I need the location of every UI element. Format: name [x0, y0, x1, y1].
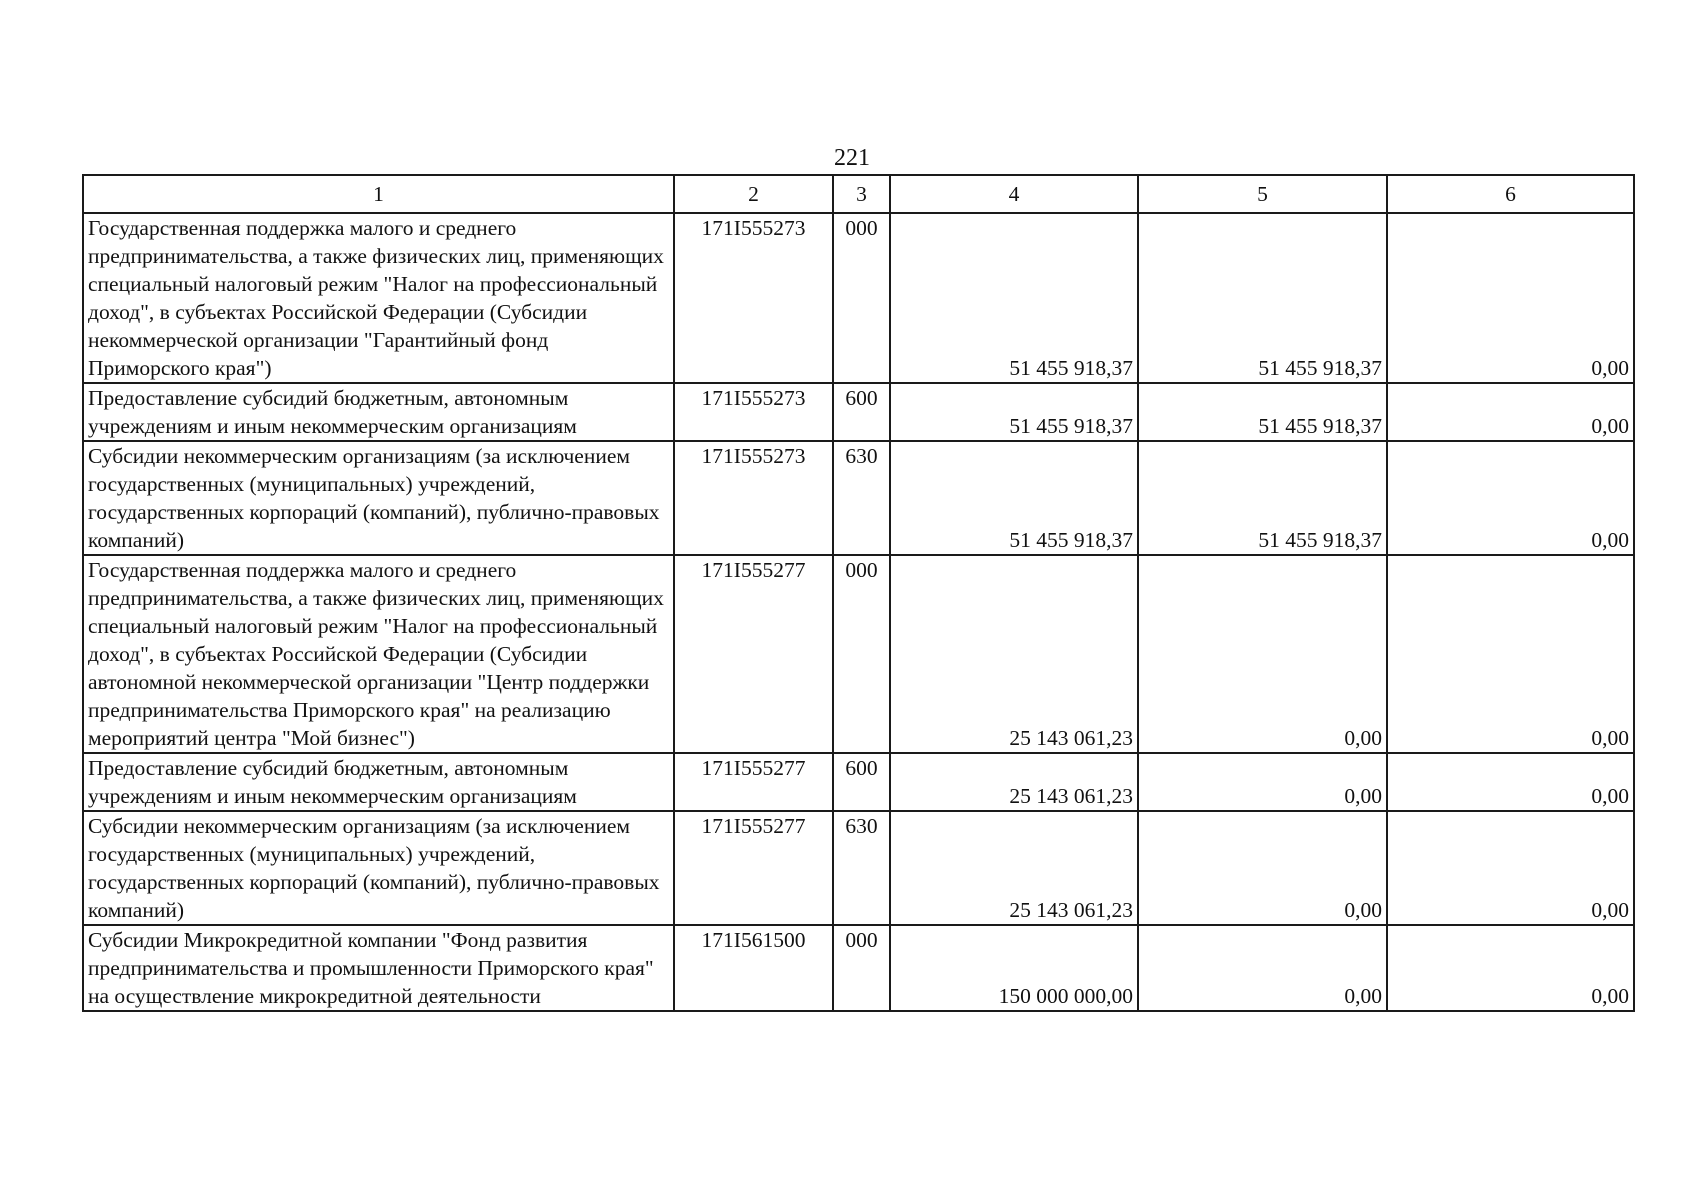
row-description: Государственная поддержка малого и среднего предпринимательства, а также физических лиц, применяющих специальный налоговый режим "Налог на профессиональный доход", в субъектах Российской Федерации (Субсидии автономной некоммерческой организации "Центр поддержки предпринимательства Приморского края" на реализацию мероприятий центра "Мой бизнес") — [83, 555, 674, 753]
row-amount-col4: 150 000 000,00 — [890, 925, 1138, 1011]
row-target-code: 171I555273 — [674, 441, 833, 555]
row-expense-type: 000 — [833, 213, 890, 383]
row-amount-col5: 0,00 — [1138, 811, 1387, 925]
row-description: Субсидии некоммерческим организациям (за исключением государственных (муниципальных) учреждений, государственных корпораций (компаний), публично-правовых компаний) — [83, 441, 674, 555]
row-target-code: 171I555277 — [674, 753, 833, 811]
row-expense-type: 630 — [833, 811, 890, 925]
row-amount-col6: 0,00 — [1387, 925, 1634, 1011]
table-row — [83, 753, 1634, 811]
row-target-code: 171I561500 — [674, 925, 833, 1011]
row-target-code: 171I555273 — [674, 213, 833, 383]
row-description: Государственная поддержка малого и среднего предпринимательства, а также физических лиц, применяющих специальный налоговый режим "Налог на профессиональный доход", в субъектах Российской Федерации (Субсидии некоммерческой организации "Гарантийный фонд Приморского края") — [83, 213, 674, 383]
row-amount-col5: 0,00 — [1138, 555, 1387, 753]
table-row — [83, 925, 1634, 1011]
row-description: Предоставление субсидий бюджетным, автономным учреждениям и иным некоммерческим организациям — [83, 753, 674, 811]
row-expense-type: 630 — [833, 441, 890, 555]
row-amount-col5: 0,00 — [1138, 925, 1387, 1011]
row-amount-col4: 51 455 918,37 — [890, 441, 1138, 555]
row-amount-col4: 25 143 061,23 — [890, 753, 1138, 811]
table-row — [83, 441, 1634, 555]
row-amount-col4: 51 455 918,37 — [890, 383, 1138, 441]
page-number: 221 — [834, 145, 870, 171]
row-description: Субсидии Микрокредитной компании "Фонд развития предпринимательства и промышленности Приморского края" на осуществление микрокредитной деятельности — [83, 925, 674, 1011]
column-header-3: 3 — [833, 175, 890, 213]
row-amount-col6: 0,00 — [1387, 555, 1634, 753]
column-header-2: 2 — [674, 175, 833, 213]
row-amount-col6: 0,00 — [1387, 753, 1634, 811]
row-amount-col5: 51 455 918,37 — [1138, 383, 1387, 441]
row-expense-type: 000 — [833, 925, 890, 1011]
row-expense-type: 600 — [833, 383, 890, 441]
column-header-5: 5 — [1138, 175, 1387, 213]
table-row — [83, 213, 1634, 383]
header-row — [83, 175, 1634, 213]
row-amount-col4: 25 143 061,23 — [890, 811, 1138, 925]
row-amount-col6: 0,00 — [1387, 441, 1634, 555]
row-description: Субсидии некоммерческим организациям (за исключением государственных (муниципальных) учреждений, государственных корпораций (компаний), публично-правовых компаний) — [83, 811, 674, 925]
row-amount-col4: 51 455 918,37 — [890, 213, 1138, 383]
table-row — [83, 811, 1634, 925]
column-header-4: 4 — [890, 175, 1138, 213]
row-amount-col6: 0,00 — [1387, 213, 1634, 383]
row-amount-col5: 0,00 — [1138, 753, 1387, 811]
row-amount-col4: 25 143 061,23 — [890, 555, 1138, 753]
column-header-6: 6 — [1387, 175, 1634, 213]
table-row — [83, 555, 1634, 753]
row-description: Предоставление субсидий бюджетным, автономным учреждениям и иным некоммерческим организациям — [83, 383, 674, 441]
budget-table — [82, 174, 1635, 1012]
row-target-code: 171I555273 — [674, 383, 833, 441]
row-amount-col6: 0,00 — [1387, 811, 1634, 925]
column-header-1: 1 — [83, 175, 674, 213]
row-expense-type: 600 — [833, 753, 890, 811]
row-amount-col5: 51 455 918,37 — [1138, 213, 1387, 383]
row-amount-col6: 0,00 — [1387, 383, 1634, 441]
row-amount-col5: 51 455 918,37 — [1138, 441, 1387, 555]
row-target-code: 171I555277 — [674, 555, 833, 753]
row-target-code: 171I555277 — [674, 811, 833, 925]
row-expense-type: 000 — [833, 555, 890, 753]
table-row — [83, 383, 1634, 441]
